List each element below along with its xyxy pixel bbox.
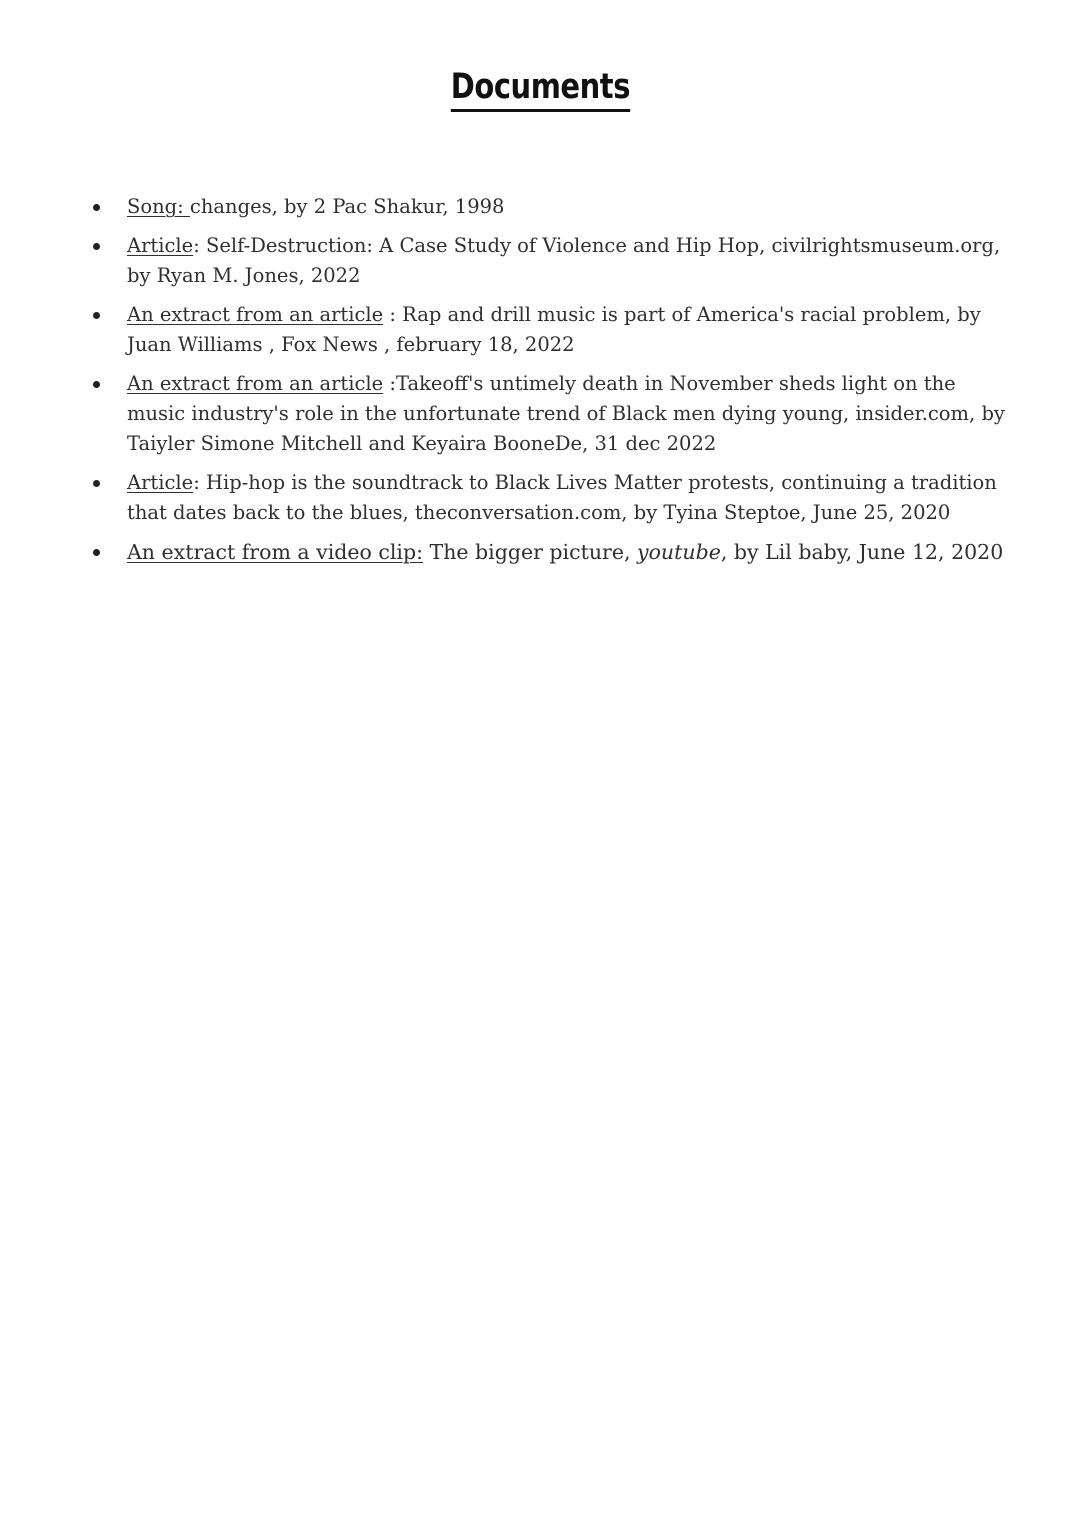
document-description: : Self-Destruction: A Case Study of Violence and Hip Hop, civilrightsmuseum.org, by Ryan M. Jones, 2022 [127,234,1001,287]
list-item [0,468,1080,528]
document-type-label: Article [127,234,194,257]
document-description: : Hip-hop is the soundtrack to Black Lives Matter protests, continuing a tradition that dates back to the blues, theconversation.com, by Tyina Steptoe, June 25, 2020 [127,471,997,524]
bullet-icon [93,243,100,250]
document-description-end: , by Lil baby, June 12, 2020 [720,540,1004,564]
page-title [0,62,1080,112]
page-title-text: Documents [450,65,629,112]
document-type-label: Article [127,471,194,494]
document-description: :Takeoff's untimely death in November sheds light on the music industry's role in the unfortunate trend of Black men dying young, insider.com, by Taiyler Simone Mitchell and Keyaira BooneDe, 31 dec 2022 [127,372,1005,455]
documents-list [0,192,1080,576]
bullet-icon [93,549,100,556]
document-type-label: An extract from a video clip: [127,540,424,564]
document-type-label: An extract from an article [127,372,384,395]
bullet-icon [93,381,100,388]
list-item [0,192,1080,222]
bullet-icon [93,480,100,487]
document-type-label: An extract from an article [127,303,384,326]
document-type-label: Song: [127,195,190,218]
bullet-icon [93,204,100,211]
document-description: changes, by 2 Pac Shakur, 1998 [189,195,505,218]
bullet-icon [93,312,100,319]
document-description: The bigger picture, [423,540,637,564]
list-item [0,231,1080,291]
document-description: : Rap and drill music is part of America's racial problem, by Juan Williams , Fox News , february 18, 2022 [127,303,981,356]
list-item [0,300,1080,360]
list-item [0,537,1080,567]
list-item [0,369,1080,459]
document-source-italic: youtube [637,540,721,564]
